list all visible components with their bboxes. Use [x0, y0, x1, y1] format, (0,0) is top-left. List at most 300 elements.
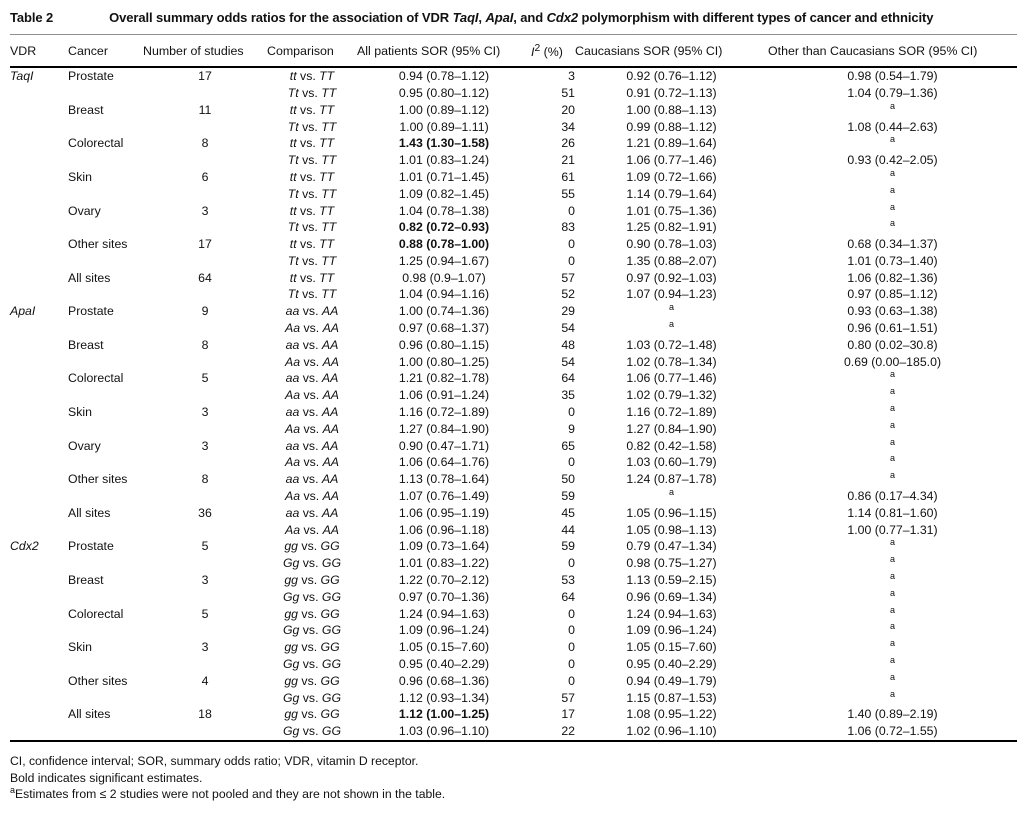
- caucasians-sor-cell: 1.02 (0.79–1.32): [626, 388, 717, 403]
- table-row: [10, 505, 1017, 522]
- caucasians-sor-cell: 1.05 (0.15–7.60): [626, 640, 717, 655]
- number-of-studies-cell: 3: [201, 640, 209, 655]
- comparison-cell: Gg vs. GG: [282, 657, 342, 672]
- caucasians-sor-cell: 1.06 (0.77–1.46): [626, 153, 717, 168]
- number-of-studies-cell: 3: [201, 573, 209, 588]
- all-patients-sor-cell: 1.09 (0.96–1.24): [398, 623, 490, 638]
- all-patients-sor-cell: 1.43 (1.30–1.58): [398, 136, 490, 151]
- table-row: [10, 404, 1017, 421]
- comparison-cell: gg vs. GG: [284, 573, 340, 588]
- other-than-caucasians-sor-cell: [768, 404, 1017, 421]
- table-row: [10, 572, 1017, 589]
- cancer-cell: [68, 454, 143, 471]
- cancer-cell: [68, 555, 143, 572]
- other-than-caucasians-sor-cell: [768, 387, 1017, 404]
- caucasians-sor-cell: 0.95 (0.40–2.29): [626, 657, 717, 672]
- i-squared-cell: 0: [568, 556, 575, 571]
- number-of-studies-cell: 5: [201, 371, 209, 386]
- col-header-number-of-studies: Number of studies: [143, 35, 267, 68]
- all-patients-sor-cell: 1.01 (0.83–1.24): [398, 153, 490, 168]
- all-patients-sor-cell: 1.27 (0.84–1.90): [398, 421, 490, 436]
- caucasians-sor-cell: 1.01 (0.75–1.36): [626, 203, 717, 218]
- all-patients-sor-cell: 1.06 (0.95–1.19): [398, 505, 490, 520]
- gene-cell: TaqI: [10, 69, 34, 84]
- gene-cell: [10, 589, 68, 606]
- number-of-studies-cell: [143, 488, 267, 505]
- footnote-marker-a: a: [889, 386, 895, 397]
- i-squared-cell: 29: [561, 304, 575, 319]
- all-patients-sor-cell: 1.00 (0.74–1.36): [398, 304, 490, 319]
- cancer-cell: [68, 354, 143, 371]
- table-row: [10, 337, 1017, 354]
- i-squared-unit: (%): [540, 45, 563, 60]
- cancer-cell: [68, 186, 143, 203]
- number-of-studies-cell: 9: [201, 304, 209, 319]
- cancer-cell: [68, 219, 143, 236]
- col-header-other-than-caucasians-sor: Other than Caucasians SOR (95% CI): [768, 35, 1017, 68]
- table-row: [10, 320, 1017, 337]
- table-row: [10, 370, 1017, 387]
- footnote-marker-a: a: [889, 554, 895, 565]
- table-row: [10, 454, 1017, 471]
- comparison-cell: aa vs. AA: [285, 505, 339, 520]
- footnote-marker-a: a: [10, 784, 16, 795]
- caucasians-sor-cell: [575, 303, 768, 320]
- gene-cell: [10, 85, 68, 102]
- i-squared-cell: 35: [561, 388, 575, 403]
- all-patients-sor-cell: 1.25 (0.94–1.67): [398, 253, 490, 268]
- other-than-caucasians-sor-cell: [768, 656, 1017, 673]
- table-title: [109, 10, 933, 25]
- cancer-cell: [68, 690, 143, 707]
- footnote-marker-a: a: [889, 218, 895, 229]
- footnote-marker-a: a: [889, 604, 895, 615]
- footnote-marker-a: a: [889, 402, 895, 413]
- caucasians-sor-cell: 1.14 (0.79–1.64): [626, 186, 717, 201]
- cancer-cell: Colorectal: [68, 371, 124, 386]
- comparison-cell: Aa vs. AA: [285, 455, 339, 470]
- cancer-cell: Prostate: [68, 304, 114, 319]
- caucasians-sor-cell: 1.27 (0.84–1.90): [626, 421, 717, 436]
- caucasians-sor-cell: 1.07 (0.94–1.23): [626, 287, 717, 302]
- caucasians-sor-cell: 1.35 (0.88–2.07): [626, 253, 717, 268]
- all-patients-sor-cell: 1.09 (0.82–1.45): [398, 186, 490, 201]
- comparison-cell: Gg vs. GG: [282, 690, 342, 705]
- footnote-marker-a: a: [668, 318, 674, 329]
- title-text: , and: [513, 10, 547, 25]
- gene-cell: [10, 152, 68, 169]
- col-header-caucasians-sor: Caucasians SOR (95% CI): [575, 35, 768, 68]
- caucasians-sor-cell: 0.82 (0.42–1.58): [626, 438, 717, 453]
- comparison-cell: tt vs. TT: [289, 237, 335, 252]
- caucasians-sor-cell: 1.03 (0.60–1.79): [626, 455, 717, 470]
- i-squared-exponent: 2: [534, 43, 541, 54]
- comparison-cell: Tt vs. TT: [287, 253, 337, 268]
- table-row: [10, 203, 1017, 220]
- footnote-marker-a: a: [889, 570, 895, 581]
- i-squared-cell: 26: [561, 136, 575, 151]
- all-patients-sor-cell: 0.94 (0.78–1.12): [398, 69, 490, 84]
- i-squared-cell: 61: [561, 169, 575, 184]
- number-of-studies-cell: [143, 85, 267, 102]
- col-header-cancer: Cancer: [68, 35, 143, 68]
- all-patients-sor-cell: 1.09 (0.73–1.64): [398, 539, 490, 554]
- title-text: polymorphism with different types of cancer and ethnicity: [577, 10, 934, 25]
- gene-cell: [10, 555, 68, 572]
- number-of-studies-cell: [143, 387, 267, 404]
- other-than-caucasians-sor-cell: [768, 421, 1017, 438]
- all-patients-sor-cell: 1.01 (0.83–1.22): [398, 556, 490, 571]
- gene-cell: [10, 622, 68, 639]
- all-patients-sor-cell: 1.21 (0.82–1.78): [398, 371, 490, 386]
- comparison-cell: gg vs. GG: [284, 539, 340, 554]
- col-header-vdr: VDR: [10, 35, 68, 68]
- footnote-marker-a: a: [889, 453, 895, 464]
- other-than-caucasians-sor-cell: 0.80 (0.02–30.8): [847, 337, 938, 352]
- table-row: [10, 387, 1017, 404]
- all-patients-sor-cell: 0.95 (0.40–2.29): [398, 657, 490, 672]
- footnote-line: [10, 753, 1017, 770]
- comparison-cell: Aa vs. AA: [285, 354, 339, 369]
- i-squared-cell: 54: [561, 354, 575, 369]
- footnote-marker-a: a: [889, 688, 895, 699]
- number-of-studies-cell: 64: [198, 270, 212, 285]
- other-than-caucasians-sor-cell: [768, 102, 1017, 119]
- number-of-studies-cell: 11: [198, 102, 212, 117]
- number-of-studies-cell: 18: [198, 707, 212, 722]
- footnote-marker-a: a: [889, 436, 895, 447]
- table-row: [10, 253, 1017, 270]
- cancer-cell: [68, 85, 143, 102]
- footnote-text: Bold indicates significant estimates.: [10, 770, 203, 785]
- footnote-marker-a: a: [889, 638, 895, 649]
- all-patients-sor-cell: 1.00 (0.80–1.25): [398, 354, 490, 369]
- number-of-studies-cell: [143, 656, 267, 673]
- caucasians-sor-cell: [575, 320, 768, 337]
- caucasians-sor-cell: 1.24 (0.87–1.78): [626, 472, 717, 487]
- caucasians-sor-cell: 1.03 (0.72–1.48): [626, 337, 717, 352]
- other-than-caucasians-sor-cell: [768, 555, 1017, 572]
- gene-cell: [10, 186, 68, 203]
- cancer-cell: Skin: [68, 169, 92, 184]
- comparison-cell: aa vs. AA: [285, 472, 339, 487]
- gene-cell: [10, 706, 68, 723]
- all-patients-sor-cell: 1.00 (0.89–1.11): [399, 119, 489, 134]
- comparison-cell: tt vs. TT: [289, 169, 335, 184]
- caucasians-sor-cell: 0.97 (0.92–1.03): [626, 270, 717, 285]
- col-header-all-patients-sor: All patients SOR (95% CI): [357, 35, 531, 68]
- gene-cell: [10, 320, 68, 337]
- caucasians-sor-cell: 1.05 (0.98–1.13): [626, 522, 717, 537]
- cancer-cell: All sites: [68, 707, 111, 722]
- table-row: [10, 522, 1017, 539]
- table-row: [10, 421, 1017, 438]
- cancer-cell: Other sites: [68, 673, 128, 688]
- other-than-caucasians-sor-cell: [768, 203, 1017, 220]
- footnote-marker-a: a: [889, 201, 895, 212]
- all-patients-sor-cell: 0.90 (0.47–1.71): [398, 438, 490, 453]
- i-squared-cell: 3: [568, 69, 575, 84]
- cancer-cell: [68, 152, 143, 169]
- other-than-caucasians-sor-cell: 0.68 (0.34–1.37): [847, 237, 938, 252]
- other-than-caucasians-sor-cell: 0.69 (0.00–185.0): [843, 354, 942, 369]
- number-of-studies-cell: [143, 690, 267, 707]
- other-than-caucasians-sor-cell: 0.96 (0.61–1.51): [847, 321, 938, 336]
- number-of-studies-cell: 5: [201, 606, 209, 621]
- caucasians-sor-cell: 1.15 (0.87–1.53): [626, 690, 717, 705]
- i-squared-cell: 0: [568, 237, 575, 252]
- gene-cell: [10, 723, 68, 741]
- other-than-caucasians-sor-cell: 0.98 (0.54–1.79): [847, 69, 938, 84]
- gene-cell: [10, 119, 68, 136]
- table-caption: [10, 7, 1017, 34]
- other-than-caucasians-sor-cell: [768, 438, 1017, 455]
- comparison-cell: Gg vs. GG: [282, 589, 342, 604]
- other-than-caucasians-sor-cell: 0.86 (0.17–4.34): [847, 489, 938, 504]
- other-than-caucasians-sor-cell: [768, 606, 1017, 623]
- all-patients-sor-cell: 1.03 (0.96–1.10): [398, 724, 490, 739]
- table-row: [10, 85, 1017, 102]
- caucasians-sor-cell: 1.00 (0.88–1.13): [626, 102, 717, 117]
- caucasians-sor-cell: 0.90 (0.78–1.03): [626, 237, 717, 252]
- gene-cell: [10, 219, 68, 236]
- cancer-cell: [68, 119, 143, 136]
- table-row: [10, 219, 1017, 236]
- i-squared-cell: 0: [568, 623, 575, 638]
- number-of-studies-cell: 3: [201, 203, 209, 218]
- all-patients-sor-cell: 0.98 (0.9–1.07): [402, 270, 486, 285]
- header-row: [10, 35, 1017, 68]
- gene-cell: ApaI: [10, 304, 36, 319]
- caucasians-sor-cell: 1.13 (0.59–2.15): [626, 573, 717, 588]
- other-than-caucasians-sor-cell: [768, 572, 1017, 589]
- comparison-cell: Aa vs. AA: [285, 321, 339, 336]
- table-row: [10, 135, 1017, 152]
- comparison-cell: tt vs. TT: [289, 136, 335, 151]
- cancer-cell: [68, 589, 143, 606]
- gene-cell: Cdx2: [10, 539, 39, 554]
- number-of-studies-cell: 17: [198, 237, 212, 252]
- all-patients-sor-cell: 1.22 (0.70–2.12): [398, 573, 490, 588]
- number-of-studies-cell: [143, 152, 267, 169]
- cancer-cell: Prostate: [68, 539, 114, 554]
- footnote-text: CI, confidence interval; SOR, summary odds ratio; VDR, vitamin D receptor.: [10, 754, 419, 768]
- gene-cell: [10, 606, 68, 623]
- all-patients-sor-cell: 1.04 (0.94–1.16): [398, 287, 490, 302]
- table-row: [10, 673, 1017, 690]
- number-of-studies-cell: 3: [201, 405, 209, 420]
- all-patients-sor-cell: 1.01 (0.71–1.45): [398, 169, 490, 184]
- number-of-studies-cell: [143, 354, 267, 371]
- cancer-cell: [68, 421, 143, 438]
- i-squared-cell: 83: [561, 220, 575, 235]
- i-squared-cell: 45: [561, 505, 575, 520]
- gene-cell: [10, 387, 68, 404]
- other-than-caucasians-sor-cell: [768, 690, 1017, 707]
- number-of-studies-cell: 5: [201, 539, 209, 554]
- table-row: [10, 488, 1017, 505]
- cancer-cell: [68, 320, 143, 337]
- gene-cell: [10, 572, 68, 589]
- number-of-studies-cell: 8: [201, 337, 209, 352]
- summary-odds-ratio-table: [10, 34, 1017, 742]
- all-patients-sor-cell: 0.88 (0.78–1.00): [398, 237, 490, 252]
- number-of-studies-cell: [143, 286, 267, 303]
- cancer-cell: Other sites: [68, 237, 128, 252]
- other-than-caucasians-sor-cell: 1.06 (0.82–1.36): [847, 270, 938, 285]
- i-squared-cell: 44: [561, 522, 575, 537]
- all-patients-sor-cell: 1.07 (0.76–1.49): [398, 489, 490, 504]
- comparison-cell: Gg vs. GG: [282, 724, 342, 739]
- table-row: [10, 606, 1017, 623]
- comparison-cell: Tt vs. TT: [287, 287, 337, 302]
- comparison-cell: tt vs. TT: [289, 102, 335, 117]
- other-than-caucasians-sor-cell: 1.04 (0.79–1.36): [847, 85, 938, 100]
- other-than-caucasians-sor-cell: [768, 135, 1017, 152]
- col-header-comparison: Comparison: [267, 35, 357, 68]
- comparison-cell: Gg vs. GG: [282, 623, 342, 638]
- table-row: [10, 152, 1017, 169]
- i-squared-cell: 17: [561, 707, 575, 722]
- cancer-cell: Skin: [68, 405, 92, 420]
- number-of-studies-cell: [143, 522, 267, 539]
- table-row: [10, 102, 1017, 119]
- all-patients-sor-cell: 0.96 (0.68–1.36): [398, 673, 490, 688]
- footnote-marker-a: a: [668, 486, 674, 497]
- table-row: [10, 354, 1017, 371]
- number-of-studies-cell: [143, 555, 267, 572]
- caucasians-sor-cell: 0.91 (0.72–1.13): [626, 85, 717, 100]
- i-squared-cell: 64: [561, 371, 575, 386]
- comparison-cell: gg vs. GG: [284, 606, 340, 621]
- number-of-studies-cell: [143, 589, 267, 606]
- comparison-cell: gg vs. GG: [284, 673, 340, 688]
- footnote-marker-a: a: [889, 587, 895, 598]
- gene-name: ApaI: [485, 10, 514, 25]
- cancer-cell: Ovary: [68, 438, 101, 453]
- caucasians-sor-cell: 1.05 (0.96–1.15): [626, 505, 717, 520]
- caucasians-sor-cell: 1.09 (0.96–1.24): [626, 623, 717, 638]
- number-of-studies-cell: 36: [198, 505, 212, 520]
- comparison-cell: tt vs. TT: [289, 69, 335, 84]
- gene-cell: [10, 438, 68, 455]
- gene-cell: [10, 337, 68, 354]
- all-patients-sor-cell: 0.95 (0.80–1.12): [398, 85, 490, 100]
- all-patients-sor-cell: 0.82 (0.72–0.93): [398, 220, 490, 235]
- all-patients-sor-cell: 1.16 (0.72–1.89): [398, 405, 490, 420]
- other-than-caucasians-sor-cell: 1.40 (0.89–2.19): [847, 707, 938, 722]
- table-row: [10, 706, 1017, 723]
- gene-cell: [10, 421, 68, 438]
- table-row: [10, 186, 1017, 203]
- caucasians-sor-cell: 1.25 (0.82–1.91): [626, 220, 717, 235]
- i-squared-cell: 59: [561, 539, 575, 554]
- comparison-cell: aa vs. AA: [285, 438, 339, 453]
- footnote-marker-a: a: [889, 654, 895, 665]
- caucasians-sor-cell: 1.08 (0.95–1.22): [626, 707, 717, 722]
- table-row: [10, 723, 1017, 741]
- caucasians-sor-cell: 1.02 (0.78–1.34): [626, 354, 717, 369]
- footnote-marker-a: a: [889, 369, 895, 380]
- comparison-cell: tt vs. TT: [289, 203, 335, 218]
- i-squared-cell: 0: [568, 657, 575, 672]
- footnote-line: [10, 786, 1017, 803]
- other-than-caucasians-sor-cell: [768, 622, 1017, 639]
- number-of-studies-cell: [143, 421, 267, 438]
- other-than-caucasians-sor-cell: [768, 538, 1017, 555]
- table-row: [10, 67, 1017, 85]
- gene-name: Cdx2: [546, 10, 578, 25]
- comparison-cell: Gg vs. GG: [282, 556, 342, 571]
- caucasians-sor-cell: 0.92 (0.76–1.12): [626, 69, 717, 84]
- other-than-caucasians-sor-cell: 1.14 (0.81–1.60): [847, 505, 938, 520]
- i-squared-cell: 0: [568, 455, 575, 470]
- caucasians-sor-cell: 0.79 (0.47–1.34): [626, 539, 717, 554]
- caucasians-sor-cell: 1.06 (0.77–1.46): [626, 371, 717, 386]
- caucasians-sor-cell: 1.09 (0.72–1.66): [626, 169, 717, 184]
- table-row: [10, 270, 1017, 287]
- caucasians-sor-cell: 0.98 (0.75–1.27): [626, 556, 717, 571]
- other-than-caucasians-sor-cell: [768, 673, 1017, 690]
- comparison-cell: aa vs. AA: [285, 304, 339, 319]
- cancer-cell: [68, 488, 143, 505]
- cancer-cell: Breast: [68, 573, 104, 588]
- footnote-marker-a: a: [889, 470, 895, 481]
- all-patients-sor-cell: 1.12 (1.00–1.25): [398, 707, 490, 722]
- i-squared-cell: 52: [561, 287, 575, 302]
- i-squared-cell: 64: [561, 589, 575, 604]
- all-patients-sor-cell: 1.04 (0.78–1.38): [398, 203, 490, 218]
- table-row: [10, 438, 1017, 455]
- other-than-caucasians-sor-cell: 1.08 (0.44–2.63): [847, 119, 938, 134]
- cancer-cell: All sites: [68, 270, 111, 285]
- gene-cell: [10, 286, 68, 303]
- comparison-cell: Aa vs. AA: [285, 489, 339, 504]
- footnote-marker-a: a: [889, 184, 895, 195]
- caucasians-sor-cell: 1.16 (0.72–1.89): [626, 405, 717, 420]
- footnote-marker-a: a: [889, 167, 895, 178]
- other-than-caucasians-sor-cell: 0.93 (0.42–2.05): [847, 153, 938, 168]
- gene-cell: [10, 505, 68, 522]
- table-row: [10, 639, 1017, 656]
- comparison-cell: Aa vs. AA: [285, 388, 339, 403]
- cancer-cell: Other sites: [68, 472, 128, 487]
- comparison-cell: Tt vs. TT: [287, 119, 337, 134]
- i-squared-cell: 20: [561, 102, 575, 117]
- i-squared-cell: 53: [561, 573, 575, 588]
- comparison-cell: Tt vs. TT: [287, 85, 337, 100]
- gene-cell: [10, 454, 68, 471]
- all-patients-sor-cell: 1.06 (0.96–1.18): [398, 522, 490, 537]
- cancer-cell: [68, 622, 143, 639]
- other-than-caucasians-sor-cell: [768, 471, 1017, 488]
- i-squared-symbol: I: [531, 45, 535, 60]
- comparison-cell: gg vs. GG: [284, 640, 340, 655]
- caucasians-sor-cell: 1.02 (0.96–1.10): [626, 724, 717, 739]
- caucasians-sor-cell: 0.96 (0.69–1.34): [626, 589, 717, 604]
- gene-cell: [10, 370, 68, 387]
- caucasians-sor-cell: 0.94 (0.49–1.79): [626, 673, 717, 688]
- gene-cell: [10, 203, 68, 220]
- number-of-studies-cell: [143, 219, 267, 236]
- cancer-cell: [68, 723, 143, 741]
- i-squared-cell: 0: [568, 640, 575, 655]
- cancer-cell: All sites: [68, 505, 111, 520]
- other-than-caucasians-sor-cell: 1.06 (0.72–1.55): [847, 724, 938, 739]
- title-text: Overall summary odds ratios for the association of VDR: [109, 10, 453, 25]
- footnote-marker-a: a: [668, 302, 674, 313]
- all-patients-sor-cell: 0.97 (0.68–1.37): [398, 321, 490, 336]
